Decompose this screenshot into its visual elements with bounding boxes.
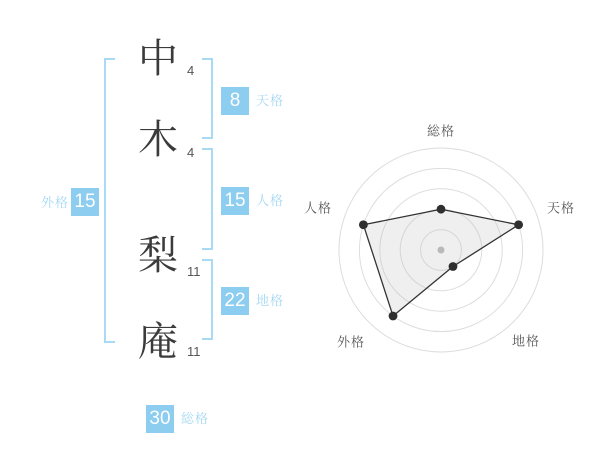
radar-chart	[296, 106, 586, 362]
tenkaku-bracket	[202, 58, 213, 139]
chikaku-label: 地格	[256, 293, 285, 308]
radar-axis-label: 人格	[303, 200, 333, 216]
radar-axis-label: 外格	[336, 334, 366, 350]
name-character-2: 木	[138, 118, 178, 162]
radar-data-polygon	[363, 209, 518, 316]
tenkaku-label: 天格	[256, 93, 285, 108]
radar-data-point	[514, 220, 523, 229]
jinkaku-label: 人格	[256, 193, 285, 208]
soukaku-value-badge: 30	[146, 405, 174, 433]
gaikaku-label: 外格	[41, 195, 70, 210]
soukaku-label: 総格	[181, 411, 210, 426]
radar-axis-label: 総格	[426, 123, 456, 139]
name-character-3: 梨	[138, 234, 178, 278]
stroke-count-2: 4	[187, 145, 195, 160]
radar-data-point	[359, 220, 368, 229]
jinkaku-bracket	[202, 148, 213, 250]
stroke-count-4: 11	[187, 344, 201, 359]
jinkaku-value-badge: 15	[221, 187, 249, 215]
radar-center-dot	[438, 247, 445, 254]
chikaku-bracket	[202, 259, 213, 340]
radar-data-point	[389, 312, 398, 321]
radar-data-point	[437, 205, 446, 214]
chikaku-value-badge: 22	[221, 287, 249, 315]
radar-axis-label: 天格	[546, 200, 576, 216]
fortune-radar-panel	[296, 106, 586, 362]
gaikaku-bracket	[104, 58, 115, 343]
stroke-count-3: 11	[187, 264, 201, 279]
radar-axis-label: 地格	[511, 333, 541, 349]
stroke-count-1: 4	[187, 63, 195, 78]
tenkaku-value-badge: 8	[221, 87, 249, 115]
radar-data-point	[449, 262, 458, 271]
name-character-1: 中	[138, 37, 178, 81]
gaikaku-value-badge: 15	[71, 188, 99, 216]
name-character-4: 庵	[138, 320, 178, 364]
